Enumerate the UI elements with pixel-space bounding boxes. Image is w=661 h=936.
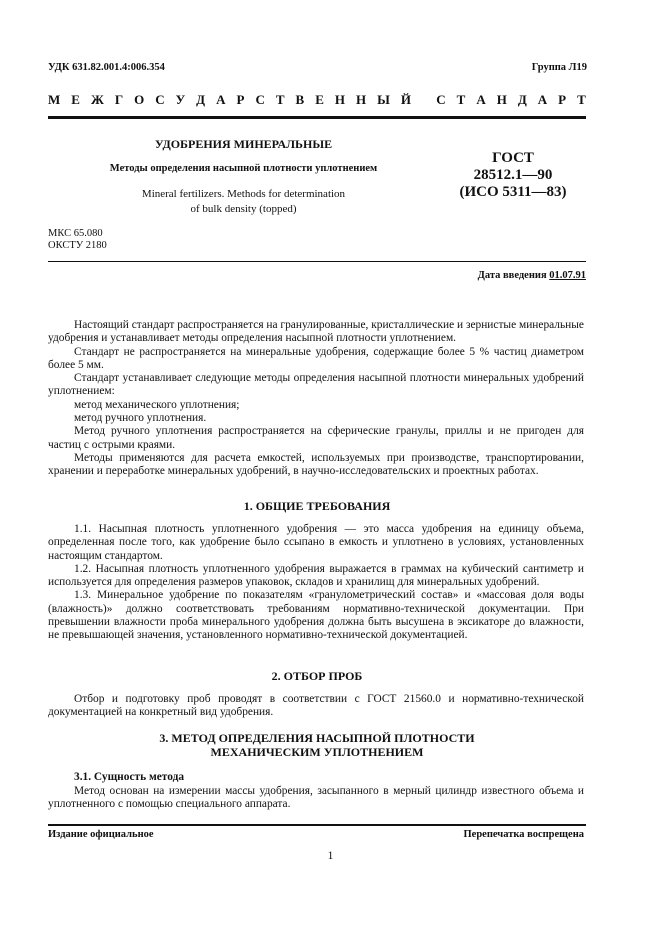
official-edition-note: Издание официальное — [48, 829, 154, 840]
intro-paragraph: Методы применяются для расчета емкостей, используемых при производстве, транспортировании, хранении и переработке минеральных удобрений, в научно-исследовательских и проектных работах. — [48, 451, 584, 478]
section-paragraph: Метод основан на измерении массы удобрения, засыпанного в мерный цилиндр известного объема и уплотненного с помощью специального аппарата. — [48, 785, 584, 811]
title-en-line-1: Mineral fertilizers. Methods for determination — [141, 188, 346, 200]
section-1-text — [48, 523, 584, 643]
standard-banner-letter: Д — [196, 92, 206, 107]
standard-banner-letter: Р — [236, 92, 245, 107]
intro-paragraph: Стандарт устанавливает следующие методы определения насыпной плотности минеральных удобрений уплотнением: — [48, 372, 584, 398]
standard-banner-letter: Н — [355, 92, 367, 107]
standard-banner-letter: Г — [114, 92, 124, 107]
standard-banner-letter: Р — [558, 92, 567, 107]
section-2-text — [48, 693, 584, 720]
intro-date — [478, 270, 586, 281]
standard-banner-letter: А — [476, 92, 486, 107]
intro-paragraph: Настоящий стандарт распространяется на гранулированные, кристаллические и зернистые минеральные удобрения и устанавливает методы определения насыпной плотности уплотнением. — [48, 319, 584, 345]
standard-banner-letter: Н — [496, 92, 507, 107]
standard-banner-letter — [422, 92, 425, 108]
udk-code: УДК 631.82.001.4:006.354 — [48, 62, 165, 73]
iso-number: (ИСО 5311—83) — [459, 184, 567, 200]
standard-banner-letter: М — [48, 92, 61, 107]
standard-banner-letter: Д — [517, 92, 527, 107]
gost-number: 28512.1—90 — [473, 167, 553, 183]
standard-banner-letter: С — [155, 92, 165, 107]
standard-banner-letter: А — [537, 92, 548, 107]
standard-banner-letter: Ы — [377, 92, 390, 107]
reprint-prohibited-note: Перепечатка воспрещена — [463, 829, 584, 840]
standard-banner-letter: О — [134, 92, 145, 107]
footer-rule — [48, 824, 586, 826]
standard-banner-letter: Е — [71, 92, 80, 107]
title-en-line-2: of bulk density (topped) — [190, 203, 297, 215]
section-paragraph: 1.3. Минеральное удобрение по показателям «гранулометрический состав» и «массовая доля воды (влажность)» должно соответствовать требованиям нормативно-технической документации. При превышении влажности проба минерального удобрения должна быть высушена в эксикаторе до влажности, не превышающей значения, установленного нормативно-технической документацией. — [48, 589, 584, 642]
page-number: 1 — [327, 850, 334, 862]
title-rule — [48, 261, 586, 262]
gost-label: ГОСТ — [492, 150, 534, 166]
standard-banner-letter: С — [255, 92, 265, 107]
section-3-text — [48, 785, 584, 812]
standard-banner-letter: Е — [315, 92, 324, 107]
intro-list-item: метод ручного уплотнения. — [74, 412, 207, 425]
subtitle-ru: Методы определения насыпной плотности уплотнением — [109, 163, 378, 174]
standard-banner-letter: У — [175, 92, 186, 107]
standard-banner-letter: Т — [456, 92, 466, 107]
title-en — [48, 187, 439, 217]
gost-number-block — [440, 150, 586, 201]
subsection-3-1-heading: 3.1. Сущность метода — [74, 771, 185, 783]
intro-date-value: 01.07.91 — [549, 270, 586, 281]
standard-banner-letter: С — [436, 92, 446, 107]
section-3-heading-line-2: МЕХАНИЧЕСКИМ УПЛОТНЕНИЕМ — [210, 745, 424, 759]
standard-banner-letter: В — [295, 92, 305, 107]
classification-codes — [48, 228, 107, 252]
standard-banner — [48, 92, 586, 108]
standard-banner-letter: Н — [334, 92, 345, 107]
intro-text — [48, 319, 584, 479]
standard-banner-letter: Й — [400, 92, 411, 107]
section-2-heading: 2. ОТБОР ПРОБ — [271, 669, 363, 683]
intro-list-item: метод механического уплотнения; — [74, 398, 240, 411]
section-paragraph: 1.2. Насыпная плотность уплотненного удобрения выражается в граммах на кубический сантиметр и используется для определения размеров упаковок, складов и хранилищ для минеральных удобрений. — [48, 562, 584, 589]
section-paragraph: Отбор и подготовку проб проводят в соответствии с ГОСТ 21560.0 и нормативно-технической документацией на конкретный вид удобрения. — [48, 693, 584, 719]
section-1-heading: 1. ОБЩИЕ ТРЕБОВАНИЯ — [243, 499, 391, 513]
section-3-heading — [48, 731, 586, 759]
mks-code: МКС 65.080 — [48, 228, 103, 239]
section-paragraph: 1.1. Насыпная плотность уплотненного удобрения — это масса удобрения на единицу объема, определенная после того, как удобрение было ссыпано в емкость и уплотнено в условиях, установленных настоящим стандартом. — [48, 523, 584, 562]
standard-banner-letter: Т — [577, 92, 586, 107]
group-code: Группа Л19 — [531, 62, 587, 73]
intro-date-label: Дата введения — [477, 270, 550, 281]
intro-paragraph: Стандарт не распространяется на минеральные удобрения, содержащие более 5 % частиц диаметром более 5 мм. — [48, 345, 584, 371]
header-rule — [48, 116, 586, 119]
standard-banner-letter: Ж — [90, 92, 104, 107]
title-ru: УДОБРЕНИЯ МИНЕРАЛЬНЫЕ — [154, 137, 333, 151]
section-3-heading-line-1: 3. МЕТОД ОПРЕДЕЛЕНИЯ НАСЫПНОЙ ПЛОТНОСТИ — [159, 731, 475, 745]
intro-paragraph: Метод ручного уплотнения распространяется на сферические гранулы, приллы и не пригоден для частиц с острыми краями. — [48, 425, 584, 451]
standard-banner-letter: Т — [275, 92, 285, 107]
standard-banner-letter: А — [216, 92, 226, 107]
okstu-code: ОКСТУ 2180 — [48, 240, 107, 251]
